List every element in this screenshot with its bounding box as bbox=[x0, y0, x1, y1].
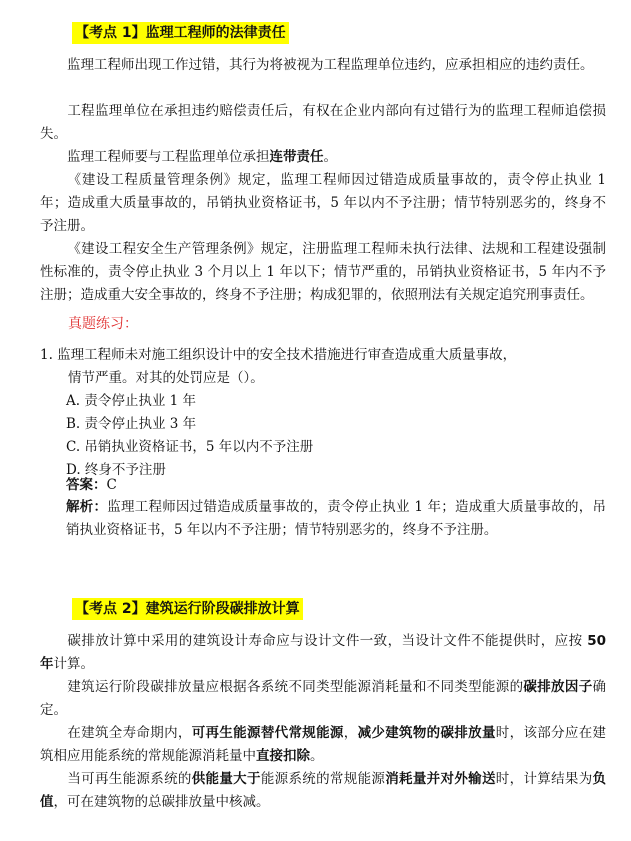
question-text: 1. 监理工程师未对施工组织设计中的安全技术措施进行审查造成重大质量事故， 情节严重。对其的处罚应是（）。 bbox=[40, 347, 517, 386]
section-heading-1: 【考点 1】监理工程师的法律责任 bbox=[72, 22, 289, 44]
paragraph: 在建筑全寿命期内，可再生能源替代常规能源，减少建筑物的碳排放量时，该部分应在建筑相应用能系统的常规能源消耗量中直接扣除。 bbox=[40, 725, 607, 764]
paragraph: 监理工程师出现工作过错，其行为将被视为工程监理单位违约，应承担相应的违约责任。 bbox=[67, 57, 594, 73]
option-a: A. 责令停止执业 1 年 bbox=[66, 393, 197, 409]
option-b: B. 责令停止执业 3 年 bbox=[66, 416, 197, 432]
answer: 答案：C bbox=[66, 477, 117, 493]
paragraph: 《建设工程质量管理条例》规定，监理工程师因过错造成质量事故的，责令停止执业 1 年；造成重大质量事故的，吊销执业资格证书，5 年以内不予注册；情节特别恶劣的，终身不予注册。 bbox=[40, 172, 606, 234]
paragraph: 工程监理单位在承担违约赔偿责任后，有权在企业内部向有过错行为的监理工程师追偿损失。 bbox=[40, 103, 606, 142]
paragraph: 当可再生能源系统的供能量大于能源系统的常规能源消耗量并对外输送时，计算结果为负值，可在建筑物的总碳排放量中核减。 bbox=[40, 771, 607, 810]
bold-term: 连带责任 bbox=[269, 149, 324, 165]
paragraph: 建筑运行阶段碳排放量应根据各系统不同类型能源消耗量和不同类型能源的碳排放因子确定。 bbox=[40, 679, 607, 718]
paragraph: 监理工程师要与工程监理单位承担连带责任。 bbox=[67, 149, 337, 165]
option-c: C. 吊销执业资格证书，5 年以内不予注册 bbox=[66, 439, 314, 455]
explanation: 解析：监理工程师因过错造成质量事故的，责令停止执业 1 年；造成重大质量事故的，吊销执业资格证书，5 年以内不予注册；情节特别恶劣的，终身不予注册。 bbox=[66, 499, 607, 538]
paragraph: 碳排放计算中采用的建筑设计寿命应与设计文件一致，当设计文件不能提供时，应按 50 年计算。 bbox=[40, 633, 606, 672]
option-d: D. 终身不予注册 bbox=[66, 462, 166, 478]
paragraph: 《建设工程安全生产管理条例》规定，注册监理工程师未执行法律、法规和工程建设强制性标准的，责令停止执业 3 个月以上 1 年以下；情节严重的，吊销执业资格证书，5 年内不予注册；造成重大安全事故的，终身不予注册；构成犯罪的，依照刑法有关规定追究刑事责任。 bbox=[40, 241, 606, 303]
practice-label: 真题练习： bbox=[68, 316, 138, 332]
section-heading-2: 【考点 2】建筑运行阶段碳排放计算 bbox=[72, 598, 303, 620]
